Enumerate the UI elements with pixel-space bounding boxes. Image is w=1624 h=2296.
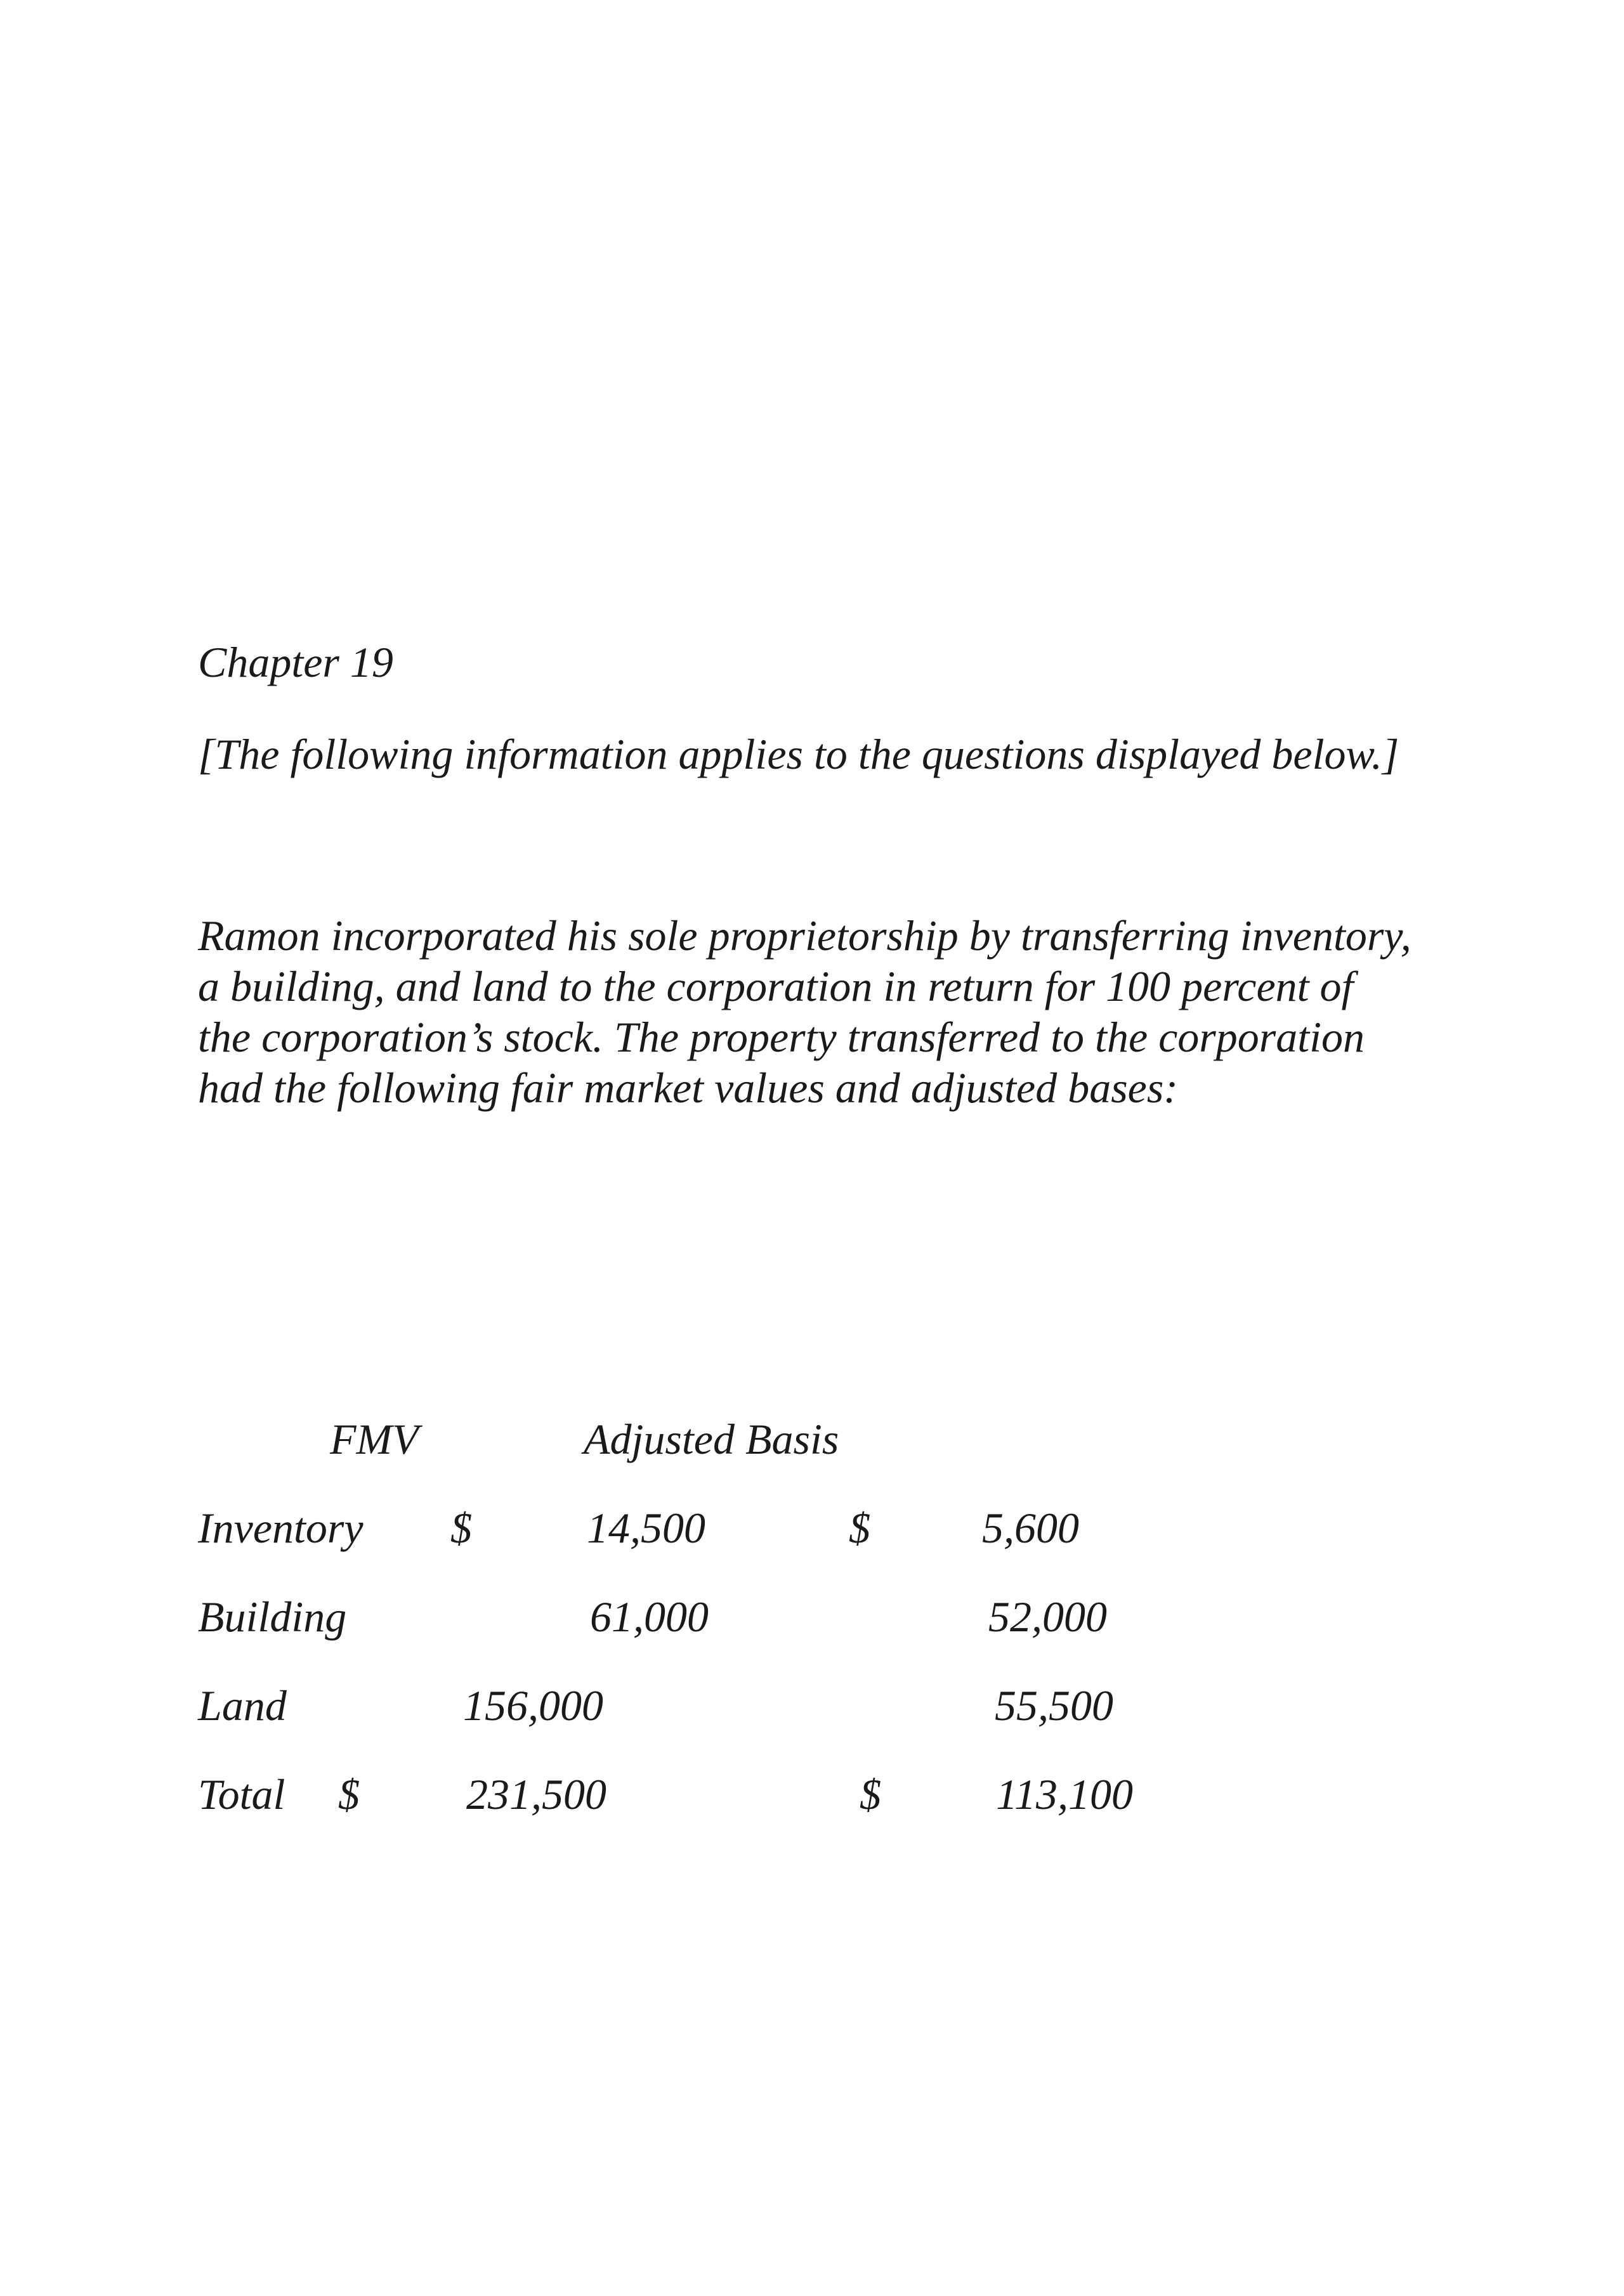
fmv-currency-total: $ <box>338 1770 360 1818</box>
paragraph-line: a building, and land to the corporation in return for 100 percent of <box>198 962 1354 1010</box>
chapter-heading: Chapter 19 <box>198 638 393 686</box>
basis-value-building: 52,000 <box>988 1593 1107 1641</box>
paragraph-line: Ramon incorporated his sole proprietorship by transferring inventory, <box>198 911 1411 960</box>
fmv-value-building: 61,000 <box>590 1593 709 1641</box>
paragraph-line: the corporation’s stock. The property transferred to the corporation <box>198 1013 1365 1061</box>
row-label-building: Building <box>198 1593 347 1641</box>
header-fmv: FMV <box>330 1415 419 1463</box>
basis-value-land: 55,500 <box>995 1681 1113 1730</box>
paragraph-line: had the following fair market values and adjusted bases: <box>198 1064 1178 1112</box>
intro-note: [The following information applies to the questions displayed below.] <box>198 730 1399 778</box>
fmv-value-land: 156,000 <box>463 1681 603 1730</box>
fmv-currency-inventory: $ <box>450 1504 472 1552</box>
fmv-value-inventory: 14,500 <box>587 1504 705 1552</box>
basis-value-inventory: 5,600 <box>982 1504 1079 1552</box>
row-label-total: Total <box>198 1770 285 1818</box>
header-adjusted-basis: Adjusted Basis <box>584 1415 839 1463</box>
fmv-value-total: 231,500 <box>466 1770 606 1818</box>
row-label-inventory: Inventory <box>198 1504 363 1552</box>
row-label-land: Land <box>198 1681 287 1730</box>
problem-paragraph <box>198 910 1467 1113</box>
basis-currency-inventory: $ <box>849 1504 870 1552</box>
basis-value-total: 113,100 <box>996 1770 1133 1818</box>
basis-currency-total: $ <box>860 1770 881 1818</box>
